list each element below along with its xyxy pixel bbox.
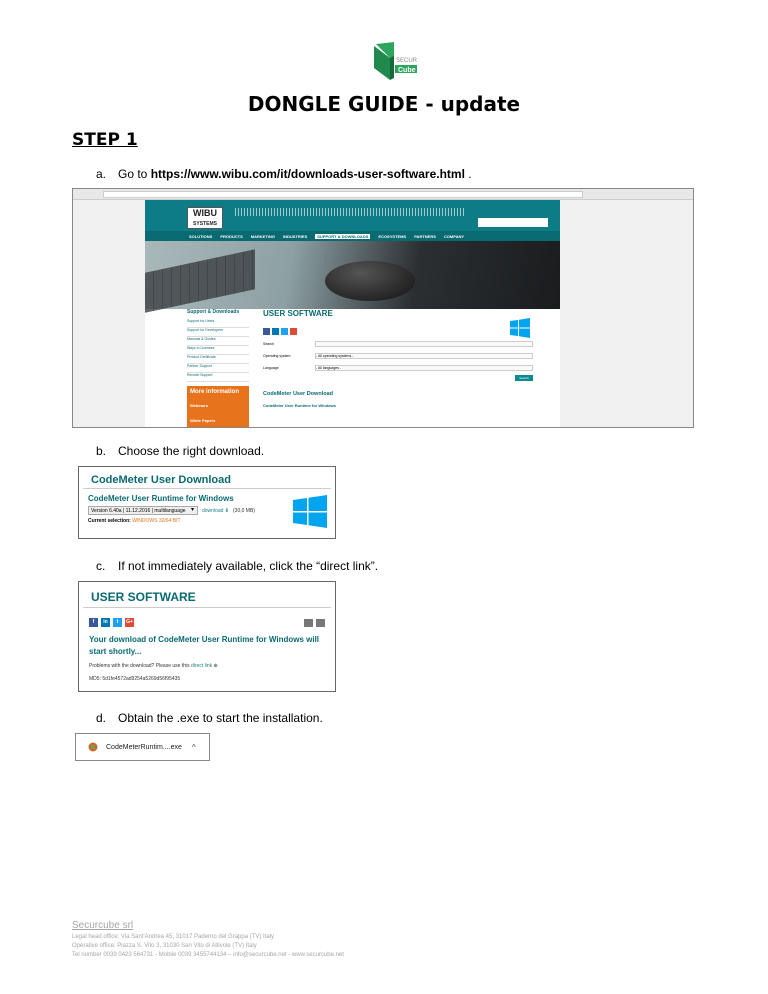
instruction-suffix: . — [464, 167, 472, 181]
nav-item[interactable]: SUPPORT & DOWNLOADS — [317, 233, 369, 239]
mail-icon[interactable] — [316, 619, 325, 627]
version-select[interactable]: Version 6.40a | 11.12.2016 | multilanguage ▾ — [88, 506, 198, 515]
print-icon[interactable] — [304, 619, 313, 627]
sidebar-link[interactable]: Support for Developers — [187, 328, 249, 337]
search-field[interactable] — [315, 341, 533, 347]
user-software-heading: USER SOFTWARE — [263, 309, 333, 318]
footer-company: Securcube srl — [72, 920, 134, 931]
wibu-page — [145, 200, 560, 428]
download-bar-screenshot — [75, 733, 210, 761]
cm-runtime-heading: CodeMeter User Runtime for Windows — [263, 403, 336, 408]
language-select[interactable]: - All languages - — [315, 365, 533, 371]
current-selection: Current selection: WINDOWS 32/64 BIT — [88, 518, 181, 524]
instruction-prefix: Go to — [118, 167, 151, 181]
chevron-up-icon[interactable]: ^ — [191, 742, 196, 752]
wibu-header — [145, 200, 560, 231]
twitter-icon[interactable] — [281, 328, 288, 335]
sidebar-link[interactable]: Partner Support — [187, 364, 249, 373]
instruction-a — [96, 167, 472, 181]
nav-item[interactable]: SOLUTIONS — [189, 233, 213, 239]
wibu-logo — [187, 207, 223, 229]
nav-item[interactable]: COMPANY — [443, 233, 465, 239]
windows-logo-icon — [293, 495, 327, 528]
sidebar-heading: Support & Downloads — [187, 309, 240, 315]
facebook-icon[interactable]: f — [89, 618, 98, 627]
download-link[interactable]: download ⬇ — [202, 507, 229, 514]
step-heading: STEP 1 — [72, 130, 138, 150]
direct-link-screenshot — [78, 581, 336, 692]
instruction-text: If not immediately available, click the “direct link”. — [118, 559, 379, 573]
md5-hash: MD5: 5d1fe4572ad9254a5269d56f95435 — [89, 676, 181, 682]
download-selection-screenshot — [78, 466, 336, 539]
nav-item[interactable]: INDUSTRIES — [283, 233, 308, 239]
share-tools — [304, 619, 325, 627]
instruction-text: Obtain the .exe to start the installation. — [118, 711, 323, 725]
hero-image — [145, 241, 560, 309]
form-label: Operating system — [263, 354, 291, 358]
cm-download-heading: CodeMeter User Download — [83, 467, 331, 489]
more-item[interactable]: White Papers — [190, 418, 216, 423]
browser-address-bar — [73, 189, 693, 200]
twitter-icon[interactable]: t — [113, 618, 122, 627]
social-icons — [263, 328, 533, 335]
form-label: Language — [263, 366, 279, 370]
file-size: (30,0 MB) — [233, 507, 255, 514]
linkedin-icon[interactable] — [272, 328, 279, 335]
logo-text-line1: SECUR — [396, 58, 418, 64]
more-item[interactable]: Webinars — [190, 403, 208, 408]
mouse-image — [325, 261, 415, 301]
instruction-c — [96, 559, 378, 573]
instruction-text: Choose the right download. — [118, 444, 265, 458]
wibu-main — [263, 309, 533, 408]
social-icons — [89, 618, 335, 627]
exe-filename[interactable]: CodeMeterRuntim....exe — [106, 743, 182, 751]
facebook-icon[interactable] — [263, 328, 270, 335]
installer-icon — [88, 742, 98, 752]
footer — [72, 920, 752, 958]
wibu-search-box[interactable] — [478, 218, 548, 227]
securcube-logo — [372, 42, 422, 82]
form-row — [263, 353, 533, 359]
google-plus-icon[interactable]: G+ — [126, 619, 133, 625]
footer-operative-office: Operative office: Piazza S. Vito 3, 31030 San Vito di Altivole (TV) Italy — [72, 943, 257, 949]
wibu-website-screenshot — [72, 188, 694, 428]
footer-contacts: Tel number 0039 0423 564731 - Mobile 0039 3455744134 – info@securcube.net - www.securcube.net — [72, 952, 344, 958]
wibu-sidebar — [187, 309, 249, 428]
nav-item[interactable]: MARKETING — [250, 233, 276, 239]
sidebar-link[interactable]: Support for Users — [187, 319, 249, 328]
wibu-logo-line2: SYSTEMS — [193, 221, 217, 227]
url-field — [103, 191, 583, 198]
problem-text: Problems with the download? Please use this direct link ⊕ — [89, 663, 218, 669]
user-software-heading: USER SOFTWARE — [83, 582, 331, 608]
instruction-d — [96, 711, 323, 725]
sidebar-link[interactable]: Manuals & Guides — [187, 337, 249, 346]
direct-link[interactable]: direct link — [191, 663, 213, 669]
nav-item[interactable]: PARTNERS — [414, 233, 436, 239]
sidebar-link[interactable]: Remote Support — [187, 373, 249, 382]
wibu-nav — [145, 231, 560, 241]
os-select[interactable]: - All operating systems - — [315, 353, 533, 359]
nav-item[interactable]: ECOSYSTEMS — [378, 233, 407, 239]
more-heading: More information — [190, 389, 239, 395]
windows-logo-icon — [510, 318, 530, 338]
footer-legal-office: Legal head office: Via Sant'Andrea 45, 31017 Paderno del Grappa (TV) Italy — [72, 934, 275, 940]
download-message: Your download of CodeMeter User Runtime for Windows will start shortly... — [89, 635, 320, 656]
instruction-letter: b. — [96, 444, 107, 458]
cm-download-heading: CodeMeter User Download — [263, 391, 333, 397]
more-information-box — [187, 386, 249, 428]
logo-text-line2: Cube — [398, 67, 416, 74]
keyboard-image — [145, 249, 255, 312]
nav-item[interactable]: PRODUCTS — [220, 233, 243, 239]
sidebar-link[interactable]: Product Certificate — [187, 355, 249, 364]
barcode-decoration — [235, 208, 465, 216]
form-row — [263, 341, 533, 347]
cm-runtime-title: CodeMeter User Runtime for Windows — [88, 494, 234, 503]
download-url[interactable]: https://www.wibu.com/it/downloads-user-software.html — [150, 167, 465, 181]
form-label: Search — [263, 342, 275, 346]
wibu-logo-line1: WIBU — [193, 208, 217, 218]
google-plus-icon[interactable] — [290, 328, 297, 335]
sidebar-link[interactable]: Ways to Licenses — [187, 346, 249, 355]
instruction-letter: c. — [96, 559, 106, 573]
search-button[interactable]: Search — [515, 375, 533, 381]
instruction-letter: a. — [96, 167, 107, 181]
linkedin-icon[interactable]: in — [101, 618, 110, 627]
page-title: DONGLE GUIDE - update — [247, 92, 521, 116]
instruction-b — [96, 444, 264, 458]
instruction-letter: d. — [96, 711, 107, 725]
